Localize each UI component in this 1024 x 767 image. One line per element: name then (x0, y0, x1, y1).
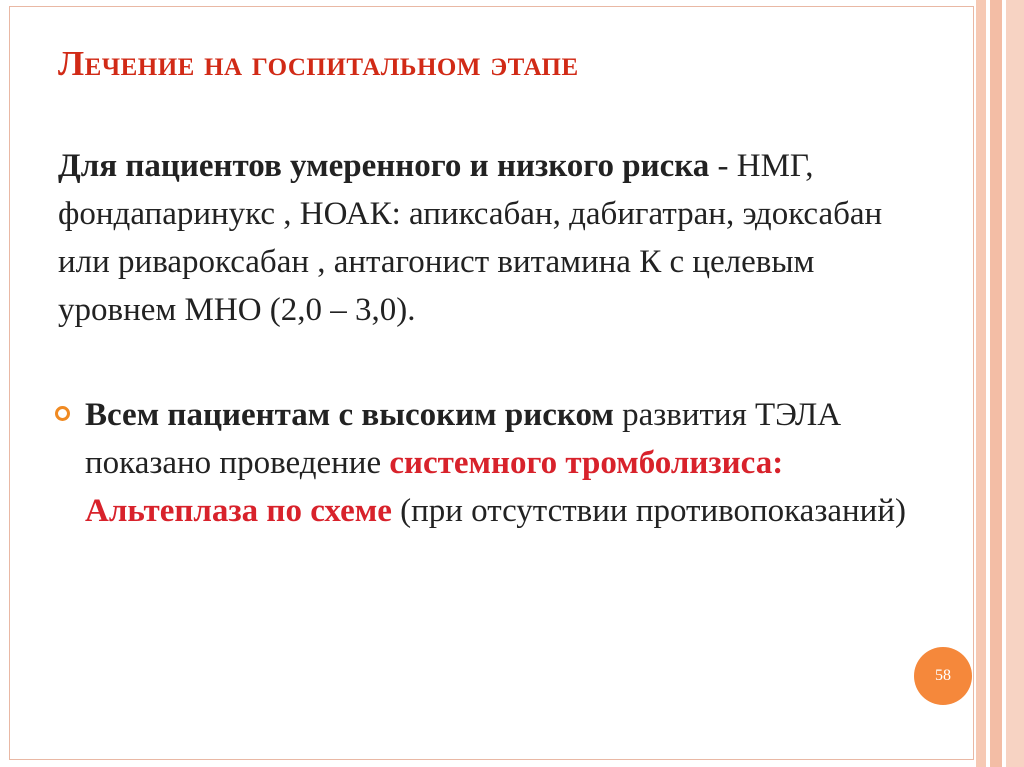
paragraph-bold-lead: Для пациентов умеренного и низкого риска (58, 148, 710, 184)
bullet-text-part-2: (при отсутствии противопоказаний) (391, 493, 906, 529)
page-number-badge (914, 647, 972, 705)
page-number: 58 (935, 667, 951, 684)
decor-stripe (976, 0, 986, 767)
bullet-text-part-1: развития ТЭЛА показано проведение (85, 397, 842, 481)
bullet-highlight: системного тромболизиса: Альтеплаза по схеме (85, 445, 784, 529)
body-paragraph (58, 142, 918, 334)
decor-stripe (1006, 0, 1024, 767)
decor-stripe (990, 0, 1002, 767)
slide-frame (9, 6, 974, 760)
bullet-text (85, 391, 925, 535)
bullet-bold-lead: Всем пациентам с высоким риском (85, 397, 614, 433)
bullet-ring-icon (55, 406, 70, 421)
slide-title: Лечение на госпитальном этапе (58, 44, 579, 83)
paragraph-text: - НМГ, фондапаринукс , НОАК: апиксабан, дабигатран, эдоксабан или ривароксабан , антагонист витамина К с целевым уровнем МНО (2,0 – 3,0). (58, 148, 883, 328)
